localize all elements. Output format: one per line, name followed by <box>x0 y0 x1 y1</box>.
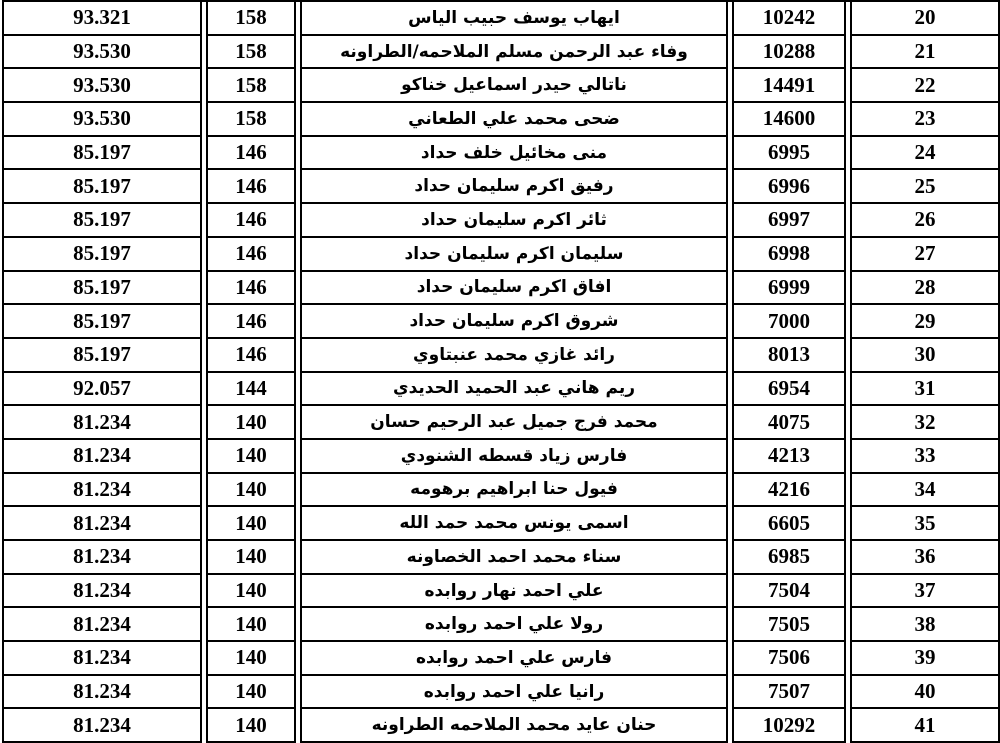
id-cell: 8013 <box>733 338 845 372</box>
total-cell: 146 <box>207 237 295 271</box>
total-cell: 144 <box>207 372 295 406</box>
num-cell: 35 <box>851 506 999 540</box>
num-cell: 26 <box>851 203 999 237</box>
num-cell: 41 <box>851 708 999 742</box>
total-cell: 140 <box>207 405 295 439</box>
table-row <box>3 203 999 237</box>
id-cell: 10292 <box>733 708 845 742</box>
num-cell: 32 <box>851 405 999 439</box>
total-cell: 158 <box>207 68 295 102</box>
total-cell: 146 <box>207 304 295 338</box>
score-cell: 81.234 <box>3 506 201 540</box>
name-cell: ثائر اكرم سليمان حداد <box>301 203 727 237</box>
total-cell: 140 <box>207 473 295 507</box>
name-cell: شروق اكرم سليمان حداد <box>301 304 727 338</box>
table-row <box>3 574 999 608</box>
score-cell: 81.234 <box>3 574 201 608</box>
name-cell: وفاء عبد الرحمن مسلم الملاحمه/الطراونه <box>301 35 727 69</box>
num-cell: 40 <box>851 675 999 709</box>
num-cell: 23 <box>851 102 999 136</box>
num-cell: 20 <box>851 1 999 35</box>
table-row <box>3 1 999 35</box>
score-cell: 81.234 <box>3 473 201 507</box>
total-cell: 140 <box>207 540 295 574</box>
id-cell: 10242 <box>733 1 845 35</box>
num-cell: 28 <box>851 271 999 305</box>
name-cell: رانيا علي احمد روابده <box>301 675 727 709</box>
num-cell: 34 <box>851 473 999 507</box>
total-cell: 146 <box>207 136 295 170</box>
name-cell: ضحى محمد علي الطعاني <box>301 102 727 136</box>
score-cell: 93.530 <box>3 68 201 102</box>
name-cell: اسمى يونس محمد حمد الله <box>301 506 727 540</box>
total-cell: 146 <box>207 203 295 237</box>
id-cell: 6954 <box>733 372 845 406</box>
id-cell: 6998 <box>733 237 845 271</box>
table-row <box>3 271 999 305</box>
table-row <box>3 708 999 742</box>
total-cell: 140 <box>207 506 295 540</box>
id-cell: 6995 <box>733 136 845 170</box>
num-cell: 24 <box>851 136 999 170</box>
table-row <box>3 473 999 507</box>
table-row <box>3 102 999 136</box>
name-cell: ايهاب يوسف حبيب الياس <box>301 1 727 35</box>
total-cell: 140 <box>207 675 295 709</box>
table-row <box>3 607 999 641</box>
score-cell: 85.197 <box>3 237 201 271</box>
id-cell: 10288 <box>733 35 845 69</box>
num-cell: 33 <box>851 439 999 473</box>
num-cell: 31 <box>851 372 999 406</box>
num-cell: 25 <box>851 169 999 203</box>
num-cell: 36 <box>851 540 999 574</box>
score-cell: 81.234 <box>3 607 201 641</box>
num-cell: 37 <box>851 574 999 608</box>
total-cell: 146 <box>207 338 295 372</box>
table-row <box>3 338 999 372</box>
table-row <box>3 372 999 406</box>
total-cell: 146 <box>207 169 295 203</box>
name-cell: علي احمد نهار روابده <box>301 574 727 608</box>
name-cell: منى مخائيل خلف حداد <box>301 136 727 170</box>
name-cell: افاق اكرم سليمان حداد <box>301 271 727 305</box>
total-cell: 140 <box>207 641 295 675</box>
id-cell: 14600 <box>733 102 845 136</box>
score-cell: 85.197 <box>3 304 201 338</box>
id-cell: 6605 <box>733 506 845 540</box>
results-table <box>2 0 1000 743</box>
id-cell: 7505 <box>733 607 845 641</box>
name-cell: سليمان اكرم سليمان حداد <box>301 237 727 271</box>
table-row <box>3 304 999 338</box>
id-cell: 7000 <box>733 304 845 338</box>
id-cell: 6997 <box>733 203 845 237</box>
num-cell: 29 <box>851 304 999 338</box>
name-cell: رفيق اكرم سليمان حداد <box>301 169 727 203</box>
name-cell: ناتالي حيدر اسماعيل خناكو <box>301 68 727 102</box>
total-cell: 158 <box>207 35 295 69</box>
score-cell: 85.197 <box>3 338 201 372</box>
table-row <box>3 237 999 271</box>
id-cell: 6996 <box>733 169 845 203</box>
name-cell: حنان عايد محمد الملاحمه الطراونه <box>301 708 727 742</box>
name-cell: سناء محمد احمد الخصاونه <box>301 540 727 574</box>
num-cell: 39 <box>851 641 999 675</box>
name-cell: فارس زياد قسطه الشنودي <box>301 439 727 473</box>
table-row <box>3 439 999 473</box>
name-cell: محمد فرج جميل عبد الرحيم حسان <box>301 405 727 439</box>
score-cell: 81.234 <box>3 708 201 742</box>
table-row <box>3 169 999 203</box>
table-row <box>3 506 999 540</box>
table-row <box>3 405 999 439</box>
num-cell: 21 <box>851 35 999 69</box>
table-row <box>3 68 999 102</box>
name-cell: ريم هاني عبد الحميد الحديدي <box>301 372 727 406</box>
score-cell: 85.197 <box>3 271 201 305</box>
score-cell: 93.530 <box>3 35 201 69</box>
name-cell: فارس علي احمد روابده <box>301 641 727 675</box>
id-cell: 7506 <box>733 641 845 675</box>
table-row <box>3 675 999 709</box>
name-cell: رولا علي احمد روابده <box>301 607 727 641</box>
score-cell: 81.234 <box>3 641 201 675</box>
score-cell: 81.234 <box>3 540 201 574</box>
table-row <box>3 641 999 675</box>
id-cell: 6985 <box>733 540 845 574</box>
num-cell: 30 <box>851 338 999 372</box>
total-cell: 140 <box>207 574 295 608</box>
num-cell: 38 <box>851 607 999 641</box>
score-cell: 81.234 <box>3 439 201 473</box>
name-cell: رائد غازي محمد عنبتاوي <box>301 338 727 372</box>
score-cell: 93.530 <box>3 102 201 136</box>
id-cell: 14491 <box>733 68 845 102</box>
total-cell: 158 <box>207 1 295 35</box>
score-cell: 85.197 <box>3 169 201 203</box>
id-cell: 4216 <box>733 473 845 507</box>
total-cell: 140 <box>207 708 295 742</box>
score-cell: 93.321 <box>3 1 201 35</box>
total-cell: 146 <box>207 271 295 305</box>
table-body <box>3 1 999 742</box>
total-cell: 140 <box>207 439 295 473</box>
score-cell: 81.234 <box>3 675 201 709</box>
score-cell: 85.197 <box>3 203 201 237</box>
name-cell: فيول حنا ابراهيم برهومه <box>301 473 727 507</box>
total-cell: 140 <box>207 607 295 641</box>
total-cell: 158 <box>207 102 295 136</box>
table-row <box>3 540 999 574</box>
table-row <box>3 136 999 170</box>
id-cell: 4213 <box>733 439 845 473</box>
id-cell: 7504 <box>733 574 845 608</box>
id-cell: 7507 <box>733 675 845 709</box>
score-cell: 92.057 <box>3 372 201 406</box>
num-cell: 22 <box>851 68 999 102</box>
table-row <box>3 35 999 69</box>
id-cell: 4075 <box>733 405 845 439</box>
score-cell: 85.197 <box>3 136 201 170</box>
num-cell: 27 <box>851 237 999 271</box>
score-cell: 81.234 <box>3 405 201 439</box>
id-cell: 6999 <box>733 271 845 305</box>
